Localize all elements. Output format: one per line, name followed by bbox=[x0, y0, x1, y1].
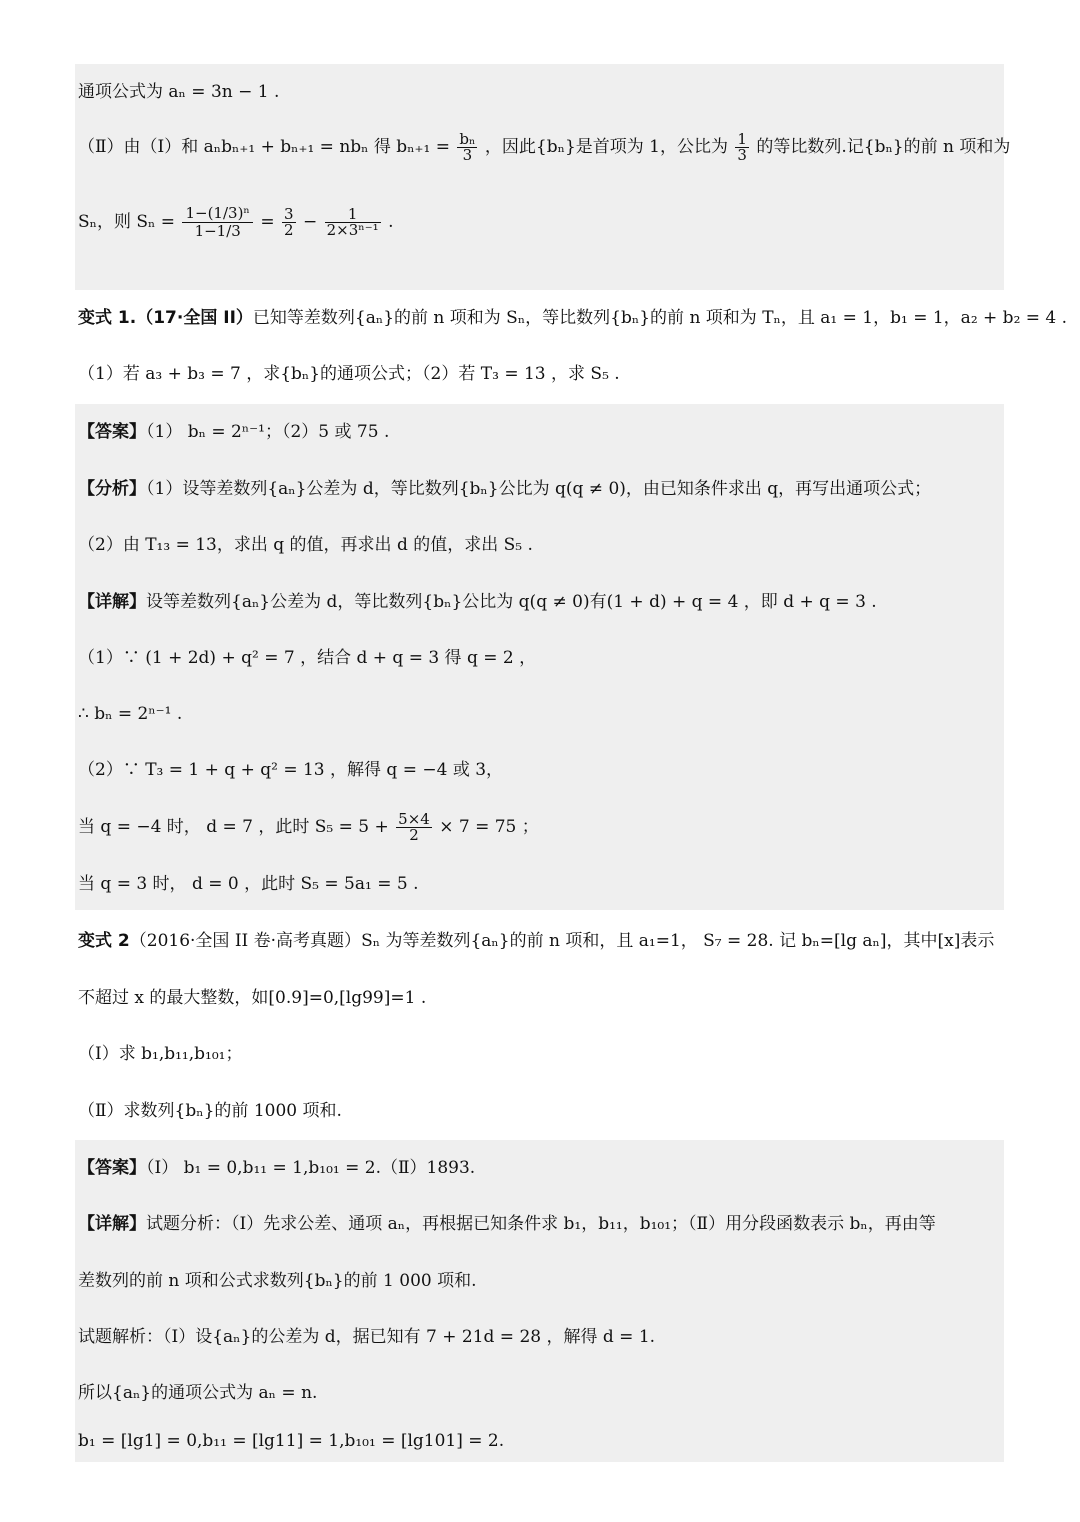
denominator: 3 bbox=[462, 146, 473, 164]
denominator: 3 bbox=[737, 146, 747, 164]
text-line: （1）∵ (1 + 2d) + q² = 7 ，结合 d + q = 3 得 q = 2 ， bbox=[78, 648, 537, 668]
numerator: 3 bbox=[283, 205, 294, 223]
fraction bbox=[735, 132, 749, 163]
fraction bbox=[282, 207, 296, 238]
text: 设等差数列{aₙ}公差为 d，等比数列{bₙ}公比为 q(q ≠ 0)有(1 + d) + q = 4 ，即 d + q = 3 . bbox=[146, 592, 877, 612]
text-line bbox=[78, 812, 539, 843]
text: （Ⅰ） b₁ = 0,b₁₁ = 1,b₁₀₁ = 2.（Ⅱ）1893. bbox=[146, 1158, 476, 1178]
problem-questions: （1）若 a₃ + b₃ = 7 ，求{bₙ}的通项公式；（2）若 T₃ = 13 ，求 S₅ . bbox=[78, 364, 620, 384]
answer-line bbox=[78, 424, 389, 441]
text: ，因此{bₙ}是首项为 1，公比为 bbox=[484, 137, 728, 157]
text-line: 差数列的前 n 项和公式求数列{bₙ}的前 1 000 项和. bbox=[78, 1271, 477, 1291]
analysis-line bbox=[78, 481, 931, 498]
detail-label: 【详解】 bbox=[78, 1214, 146, 1234]
text-line: （2）由 T₁₃ = 13，求出 q 的值，再求出 d 的值，求出 S₅ . bbox=[78, 535, 533, 555]
text-line: 当 q = 3 时， d = 0 ，此时 S₅ = 5a₁ = 5 . bbox=[78, 874, 419, 894]
text: 已知等差数列{aₙ}的前 n 项和为 Sₙ，等比数列{bₙ}的前 n 项和为 Tₙ，且 a₁ = 1，b₁ = 1，a₂ + b₂ = 4 . bbox=[252, 308, 1068, 328]
problem-stem bbox=[78, 310, 1067, 327]
fraction bbox=[396, 812, 432, 843]
text: （Ⅱ）由（Ⅰ）和 aₙbₙ₊₁ + bₙ₊₁ = nbₙ 得 bₙ₊₁ = bbox=[78, 137, 450, 157]
text-line bbox=[78, 205, 393, 240]
text: Sₙ 为等差数列{aₙ}的前 n 项和，且 a₁=1， S₇ = 28. 记 bₙ=[lg aₙ]，其中[x]表示 bbox=[361, 931, 995, 951]
fraction bbox=[325, 207, 381, 238]
solution-block-3 bbox=[75, 1140, 1004, 1462]
text: − bbox=[302, 212, 318, 232]
text: Sₙ，则 Sₙ = bbox=[78, 212, 176, 232]
fraction bbox=[457, 132, 477, 163]
denominator: 2×3ⁿ⁻¹ bbox=[326, 221, 379, 239]
denominator: 1−1/3 bbox=[194, 222, 241, 240]
numerator: 5×4 bbox=[398, 810, 430, 828]
detail-label: 【详解】 bbox=[78, 592, 146, 612]
text: = bbox=[260, 212, 275, 232]
answer-label: 【答案】 bbox=[78, 422, 146, 442]
text-line: 通项公式为 aₙ = 3n − 1 . bbox=[78, 82, 280, 102]
detail-line bbox=[78, 1216, 936, 1233]
text-line: 所以{aₙ}的通项公式为 aₙ = n. bbox=[78, 1383, 318, 1403]
variant-title: 变式 1.（17·全国 II） bbox=[78, 308, 253, 328]
detail-line bbox=[78, 594, 877, 611]
denominator: 2 bbox=[283, 221, 294, 239]
numerator: bₙ bbox=[459, 130, 476, 148]
text-line: 不超过 x 的最大整数，如[0.9]=0,[lg99]=1 . bbox=[78, 988, 427, 1008]
text: （1） bₙ = 2ⁿ⁻¹；（2）5 或 75 . bbox=[146, 422, 390, 442]
text-line: （Ⅱ）求数列{bₙ}的前 1000 项和. bbox=[78, 1101, 342, 1121]
numerator: 1 bbox=[737, 130, 747, 148]
text: 试题分析：（Ⅰ）先求公差、通项 aₙ，再根据已知条件求 b₁，b₁₁，b₁₀₁；（Ⅱ）用分段函数表示 bₙ，再由等 bbox=[146, 1214, 936, 1234]
text: 的等比数列.记{bₙ}的前 n 项和为 bbox=[756, 137, 1011, 157]
analysis-label: 【分析】 bbox=[78, 479, 146, 499]
source: （2016·全国 II 卷·高考真题） bbox=[129, 931, 362, 951]
denominator: 2 bbox=[409, 826, 419, 844]
text: 当 q = −4 时， d = 7 ，此时 S₅ = 5 + bbox=[78, 817, 389, 837]
text: （1）设等差数列{aₙ}公差为 d，等比数列{bₙ}公比为 q(q ≠ 0)，由已知条件求出 q，再写出通项公式； bbox=[146, 479, 932, 499]
text-line: （2）∵ T₃ = 1 + q + q² = 13 ，解得 q = −4 或 3， bbox=[78, 760, 504, 780]
text-line: ∴ bₙ = 2ⁿ⁻¹ . bbox=[78, 704, 183, 724]
fraction bbox=[182, 205, 252, 240]
text-line bbox=[78, 132, 1010, 163]
text: × 7 = 75 ； bbox=[439, 817, 539, 837]
text-line: 试题解析：（Ⅰ）设{aₙ}的公差为 d，据已知有 7 + 21d = 28 ，解得 d = 1. bbox=[78, 1327, 656, 1347]
text-line: （Ⅰ）求 b₁,b₁₁,b₁₀₁； bbox=[78, 1044, 243, 1064]
text: . bbox=[388, 212, 394, 232]
answer-label: 【答案】 bbox=[78, 1158, 146, 1178]
variant-title: 变式 2 bbox=[78, 931, 130, 951]
text-line: b₁ = [lg1] = 0,b₁₁ = [lg11] = 1,b₁₀₁ = [lg101] = 2. bbox=[78, 1431, 505, 1451]
problem-stem bbox=[78, 933, 994, 950]
answer-line bbox=[78, 1160, 475, 1177]
numerator: 1 bbox=[325, 207, 381, 223]
numerator: 1−(1/3)ⁿ bbox=[182, 205, 252, 223]
